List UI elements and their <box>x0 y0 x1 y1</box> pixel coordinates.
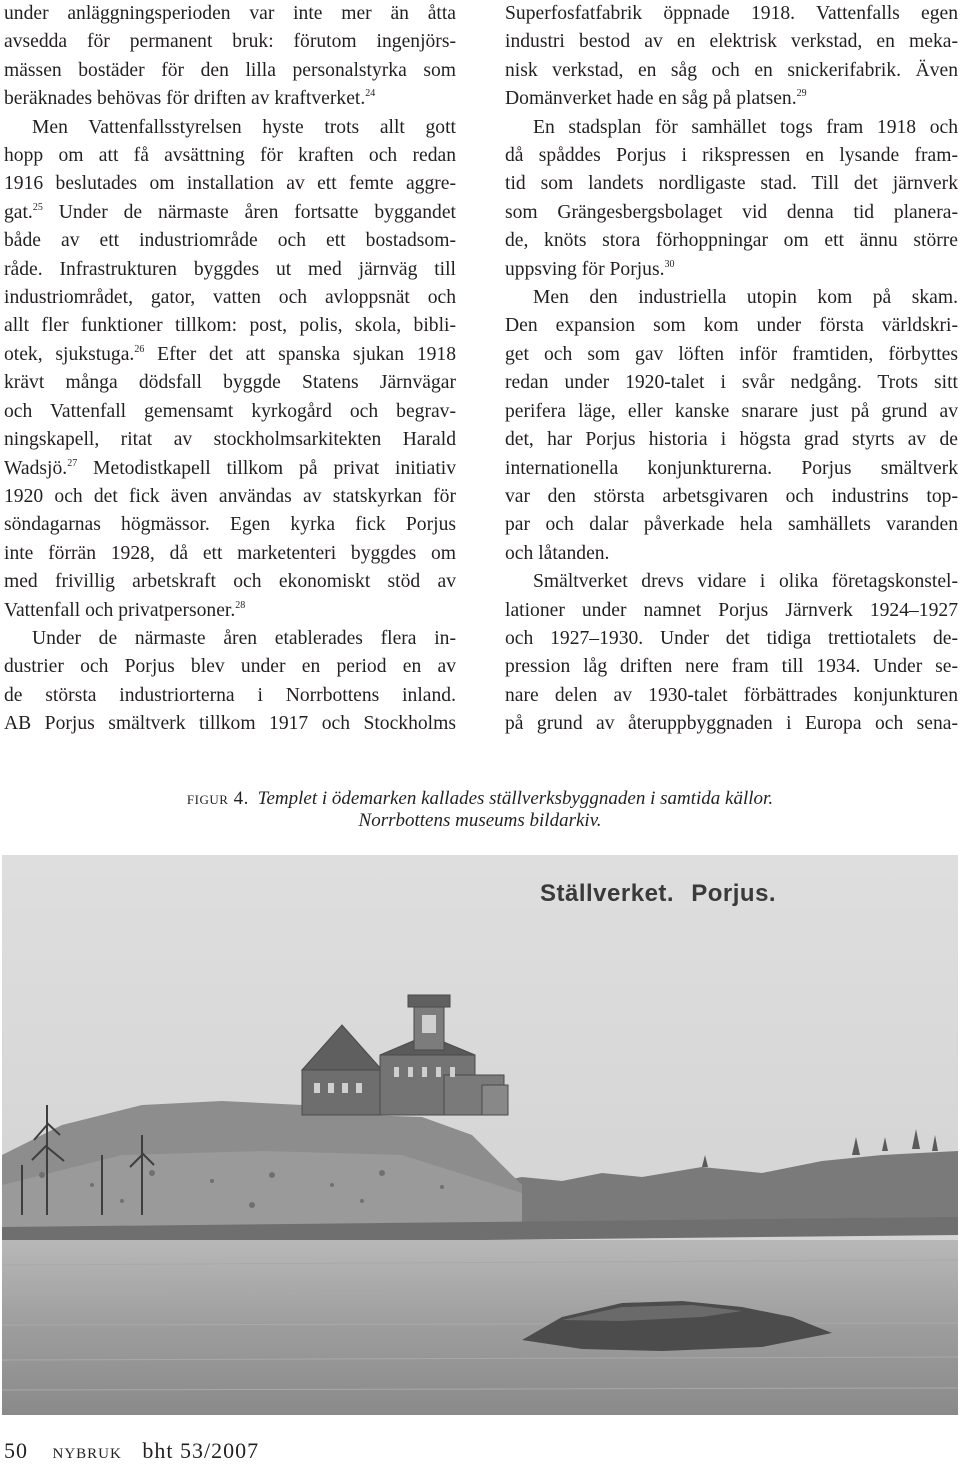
text-line: allt fler funktioner tillkom: post, polis, skola, bibli- <box>4 315 456 337</box>
footnote-marker: 27 <box>67 457 78 469</box>
text-line: get och som gav löften inför framtiden, förbyttes <box>505 343 958 365</box>
footnote-marker: 28 <box>235 599 246 611</box>
text-line: Under de närmaste åren etablerades flera in- <box>32 627 456 649</box>
text-line: Domänverket hade en såg på platsen.$^{29}$ <box>505 88 807 110</box>
text-line: mässen bostäder för den lilla personalstyrka som <box>4 59 456 81</box>
text-line: 1916 beslutades om installation av ett femte aggre- <box>4 173 456 195</box>
text-line: avsedda för permanent bruk: förutom ingenjörs- <box>4 31 456 53</box>
text-line: dustrier och Porjus blev under en period en av <box>4 656 456 678</box>
footnote-marker: 24 <box>365 88 376 100</box>
text-line: uppsving för Porjus.$^{30}$ <box>505 258 675 280</box>
text-line: hopp om att få avsättning för kraften och redan <box>4 145 456 167</box>
text-line: perifera läge, eller kanske snarare just på grund av <box>505 400 958 422</box>
text-line: Vattenfall och privatpersoner.$^{28}$ <box>4 599 246 621</box>
text-line: gat.$^{25}$ Under de närmaste åren fortsatte byggandet <box>4 201 456 223</box>
figure-label: figur 4. <box>186 788 249 809</box>
text-line: krävt många dödsfall byggde Statens Järnvägar <box>4 372 456 394</box>
text-line: på grund av återuppbyggnaden i Europa och sena- <box>505 713 958 735</box>
page-number: 50 <box>4 1438 28 1463</box>
text-line: lationer under namnet Porjus Järnverk 1924–1927 <box>505 599 958 621</box>
text-line: nare delen av 1930-talet förbättrades konjunkturen <box>505 684 958 706</box>
text-line: otek, sjukstuga.$^{26}$ Efter det att spanska sjukan 1918 <box>4 343 456 365</box>
text-line: och låtanden. <box>505 542 610 564</box>
right-text-column <box>505 0 958 739</box>
text-line: nisk verkstad, en såg och en snickerifabrik. Även <box>505 59 958 81</box>
text-line: tid som landets nordligaste stad. Till det järnverk <box>505 173 958 195</box>
text-line: pression låg driften nere fram till 1934. Under se- <box>505 656 958 678</box>
text-line: AB Porjus smältverk tillkom 1917 och Stockholms <box>4 713 456 735</box>
text-line: Wadsjö.$^{27}$ Metodistkapell tillkom på privat initiativ <box>4 457 456 479</box>
text-line: Den expansion som kom under första världskri- <box>505 315 958 337</box>
page-footer <box>4 1438 259 1464</box>
text-line: söndagarnas högmässor. Egen kyrka fick Porjus <box>4 514 456 536</box>
text-line: internationella konjunkturerna. Porjus smältverk <box>505 457 958 479</box>
text-line: Men Vattenfallsstyrelsen hyste trots allt gott <box>32 116 456 138</box>
footnote-marker: 25 <box>32 201 43 213</box>
text-line: de, knöts stora förhoppningar om ett ännu större <box>505 230 958 252</box>
text-line: det, har Porjus historia i högsta grad styrts av de <box>505 429 958 451</box>
figure-caption <box>0 788 960 832</box>
text-line: Superfosfatfabrik öppnade 1918. Vattenfalls egen <box>505 3 958 24</box>
footnote-marker: 29 <box>796 88 807 100</box>
footnote-marker: 26 <box>134 343 145 355</box>
text-line: som Grängesbergsbolaget vid denna tid planera- <box>505 201 958 223</box>
text-line: under anläggningsperioden var inte mer än åtta <box>4 3 456 24</box>
text-line: Smältverket drevs vidare i olika företagskonstel- <box>533 571 958 593</box>
journal-name: nybruk <box>52 1438 122 1463</box>
left-text-column <box>4 0 456 739</box>
text-line: då spåddes Porjus i rikspressen en lysande fram- <box>505 145 958 167</box>
text-line: de största industriorterna i Norrbottens inland. <box>4 684 456 706</box>
text-line: beräknades behövas för driften av kraftverket.$^{24}$ <box>4 88 376 110</box>
caption-line-1: Templet i ödemarken kallades ställverksbyggnaden i samtida källor. <box>257 788 774 809</box>
text-line: Men den industriella utopin kom på skam. <box>533 287 958 309</box>
photo-inscription: Ställverket. Porjus. <box>540 880 777 907</box>
text-line: med frivillig arbetskraft och ekonomiskt stöd av <box>4 571 456 593</box>
text-line: En stadsplan för samhället togs fram 1918 och <box>533 116 958 138</box>
text-line: 1920 och det fick även användas av statskyrkan för <box>4 485 456 507</box>
text-line: råde. Infrastrukturen byggdes ut med järnväg till <box>4 258 456 280</box>
text-line: ningskapell, ritat av stockholmsarkitekten Harald <box>4 429 456 451</box>
text-line: inte förrän 1928, då ett marketenteri byggdes om <box>4 542 456 564</box>
text-line: par och dalar påverkade hela samhällets varanden <box>505 514 958 536</box>
historical-photo <box>2 855 958 1415</box>
journal-issue: bht 53/2007 <box>142 1438 260 1463</box>
text-line: både av ett industriområde och ett bostadsom- <box>4 230 456 252</box>
footnote-marker: 30 <box>664 258 675 270</box>
text-line: och Vattenfall gemensamt kyrkogård och begrav- <box>4 400 456 422</box>
text-line: industri bestod av en elektrisk verkstad, en meka- <box>505 31 958 53</box>
text-line: var den största arbetsgivaren och industrins top- <box>505 485 958 507</box>
photo-landscape <box>2 855 958 1415</box>
text-line: industriområdet, gator, vatten och avloppsnät och <box>4 287 456 309</box>
caption-line-2: Norrbottens museums bildarkiv. <box>358 810 602 831</box>
text-line: redan under 1920-talet i svår nedgång. Trots sitt <box>505 372 958 394</box>
text-line: och 1927–1930. Under det tidiga trettiotalets de- <box>505 627 958 649</box>
